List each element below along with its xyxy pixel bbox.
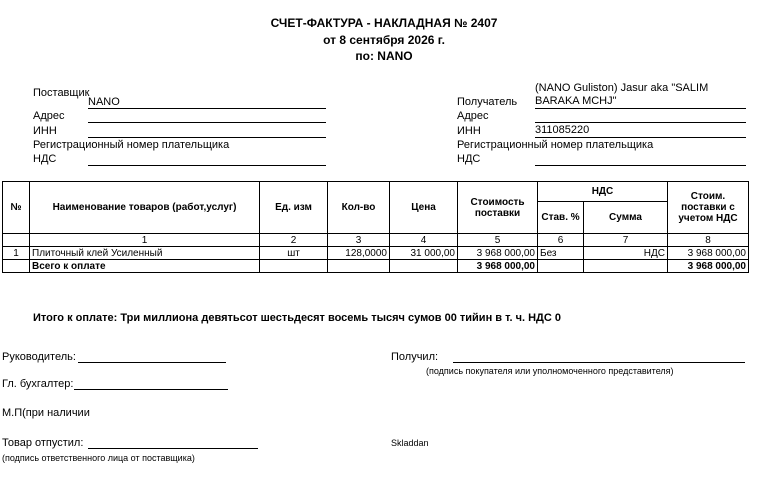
- recipient-nds-label: НДС: [457, 153, 481, 165]
- supplier-address-label: Адрес: [33, 110, 65, 122]
- col-number-3: 3: [328, 234, 390, 247]
- col-header-qty: Кол-во: [328, 182, 390, 234]
- row-sum: НДС: [584, 247, 668, 260]
- received-label: Получил:: [391, 351, 439, 363]
- stamp-label: М.П(при наличии: [2, 407, 90, 419]
- supplier-label: Поставщик: [33, 87, 90, 99]
- col-header-no: №: [3, 182, 30, 234]
- recipient-nds-line: [535, 165, 746, 166]
- total-total: 3 968 000,00: [668, 260, 749, 273]
- total-empty-sum: [584, 260, 668, 273]
- row-cost: 3 968 000,00: [458, 247, 538, 260]
- supplier-inn-line: [88, 137, 326, 138]
- released-sign-line: [88, 448, 258, 449]
- row-name: Плиточный клей Усиленный: [30, 247, 260, 260]
- supplier-nds-label: НДС: [33, 153, 57, 165]
- recipient-address-line: [535, 122, 746, 123]
- col-header-name: Наименование товаров (работ,услуг): [30, 182, 260, 234]
- recipient-name-line2: BARAKA MCHJ": [535, 95, 617, 107]
- recipient-inn-label: ИНН: [457, 125, 481, 137]
- row-unit: шт: [260, 247, 328, 260]
- col-number-4: 4: [390, 234, 458, 247]
- col-header-unit: Ед. изм: [260, 182, 328, 234]
- col-header-price: Цена: [390, 182, 458, 234]
- table-row: [3, 247, 749, 260]
- col-header-nds: НДС: [538, 182, 668, 202]
- supplier-name: NANO: [88, 96, 120, 108]
- received-note: (подпись покупателя или уполномоченного представителя): [426, 366, 674, 376]
- supplier-inn-label: ИНН: [33, 125, 57, 137]
- accountant-sign-line: [74, 389, 228, 390]
- accountant-label: Гл. бухгалтер:: [2, 378, 74, 390]
- recipient-name-line1: (NANO Guliston) Jasur aka "SALIM: [535, 82, 709, 94]
- total-row: [3, 260, 749, 273]
- total-in-words: Итого к оплате: Три миллиона девятьсот шестьдесят восемь тысяч сумов 00 тийин в т. ч. НДС 0: [33, 312, 562, 324]
- supplier-nds-line: [88, 165, 326, 166]
- released-label: Товар отпустил:: [2, 437, 84, 449]
- row-rate: Без: [538, 247, 584, 260]
- document-date: от 8 сентября 2026 г.: [323, 33, 445, 47]
- recipient-name-line: [535, 108, 746, 109]
- row-price: 31 000,00: [390, 247, 458, 260]
- supplier-address-line: [88, 122, 326, 123]
- head-label: Руководитель:: [2, 351, 76, 363]
- row-total: 3 968 000,00: [668, 247, 749, 260]
- head-sign-line: [78, 362, 226, 363]
- items-table: [2, 181, 749, 273]
- recipient-inn-line: [535, 137, 746, 138]
- recipient-reg-label: Регистрационный номер плательщика: [457, 139, 654, 151]
- total-label: Всего к оплате: [30, 260, 260, 273]
- row-qty: 128,0000: [328, 247, 390, 260]
- recipient-address-label: Адрес: [457, 110, 489, 122]
- row-no: 1: [3, 247, 30, 260]
- total-empty-qty: [328, 260, 390, 273]
- total-cost: 3 968 000,00: [458, 260, 538, 273]
- col-number-0: [3, 234, 30, 247]
- col-number-1: 1: [30, 234, 260, 247]
- warehouse-label: Skladdan: [391, 438, 429, 448]
- document-po: по: NANO: [355, 49, 413, 63]
- supplier-name-line: [88, 108, 326, 109]
- col-header-cost: Стоимость поставки: [458, 182, 538, 234]
- col-number-2: 2: [260, 234, 328, 247]
- released-note: (подпись ответственного лица от поставщика): [2, 453, 195, 463]
- total-empty-unit: [260, 260, 328, 273]
- col-header-rate: Став. %: [538, 202, 584, 234]
- total-empty-rate: [538, 260, 584, 273]
- col-header-total: Стоим. поставки с учетом НДС: [668, 182, 749, 234]
- total-empty-no: [3, 260, 30, 273]
- col-number-6: 6: [538, 234, 584, 247]
- document-title: СЧЕТ-ФАКТУРА - НАКЛАДНАЯ № 2407: [270, 16, 498, 30]
- total-empty-price: [390, 260, 458, 273]
- recipient-label: Получатель: [457, 96, 518, 108]
- received-sign-line: [453, 362, 745, 363]
- col-number-8: 8: [668, 234, 749, 247]
- col-number-7: 7: [584, 234, 668, 247]
- col-header-sum: Сумма: [584, 202, 668, 234]
- col-number-5: 5: [458, 234, 538, 247]
- supplier-reg-label: Регистрационный номер плательщика: [33, 139, 230, 151]
- recipient-inn-value: 311085220: [535, 124, 590, 136]
